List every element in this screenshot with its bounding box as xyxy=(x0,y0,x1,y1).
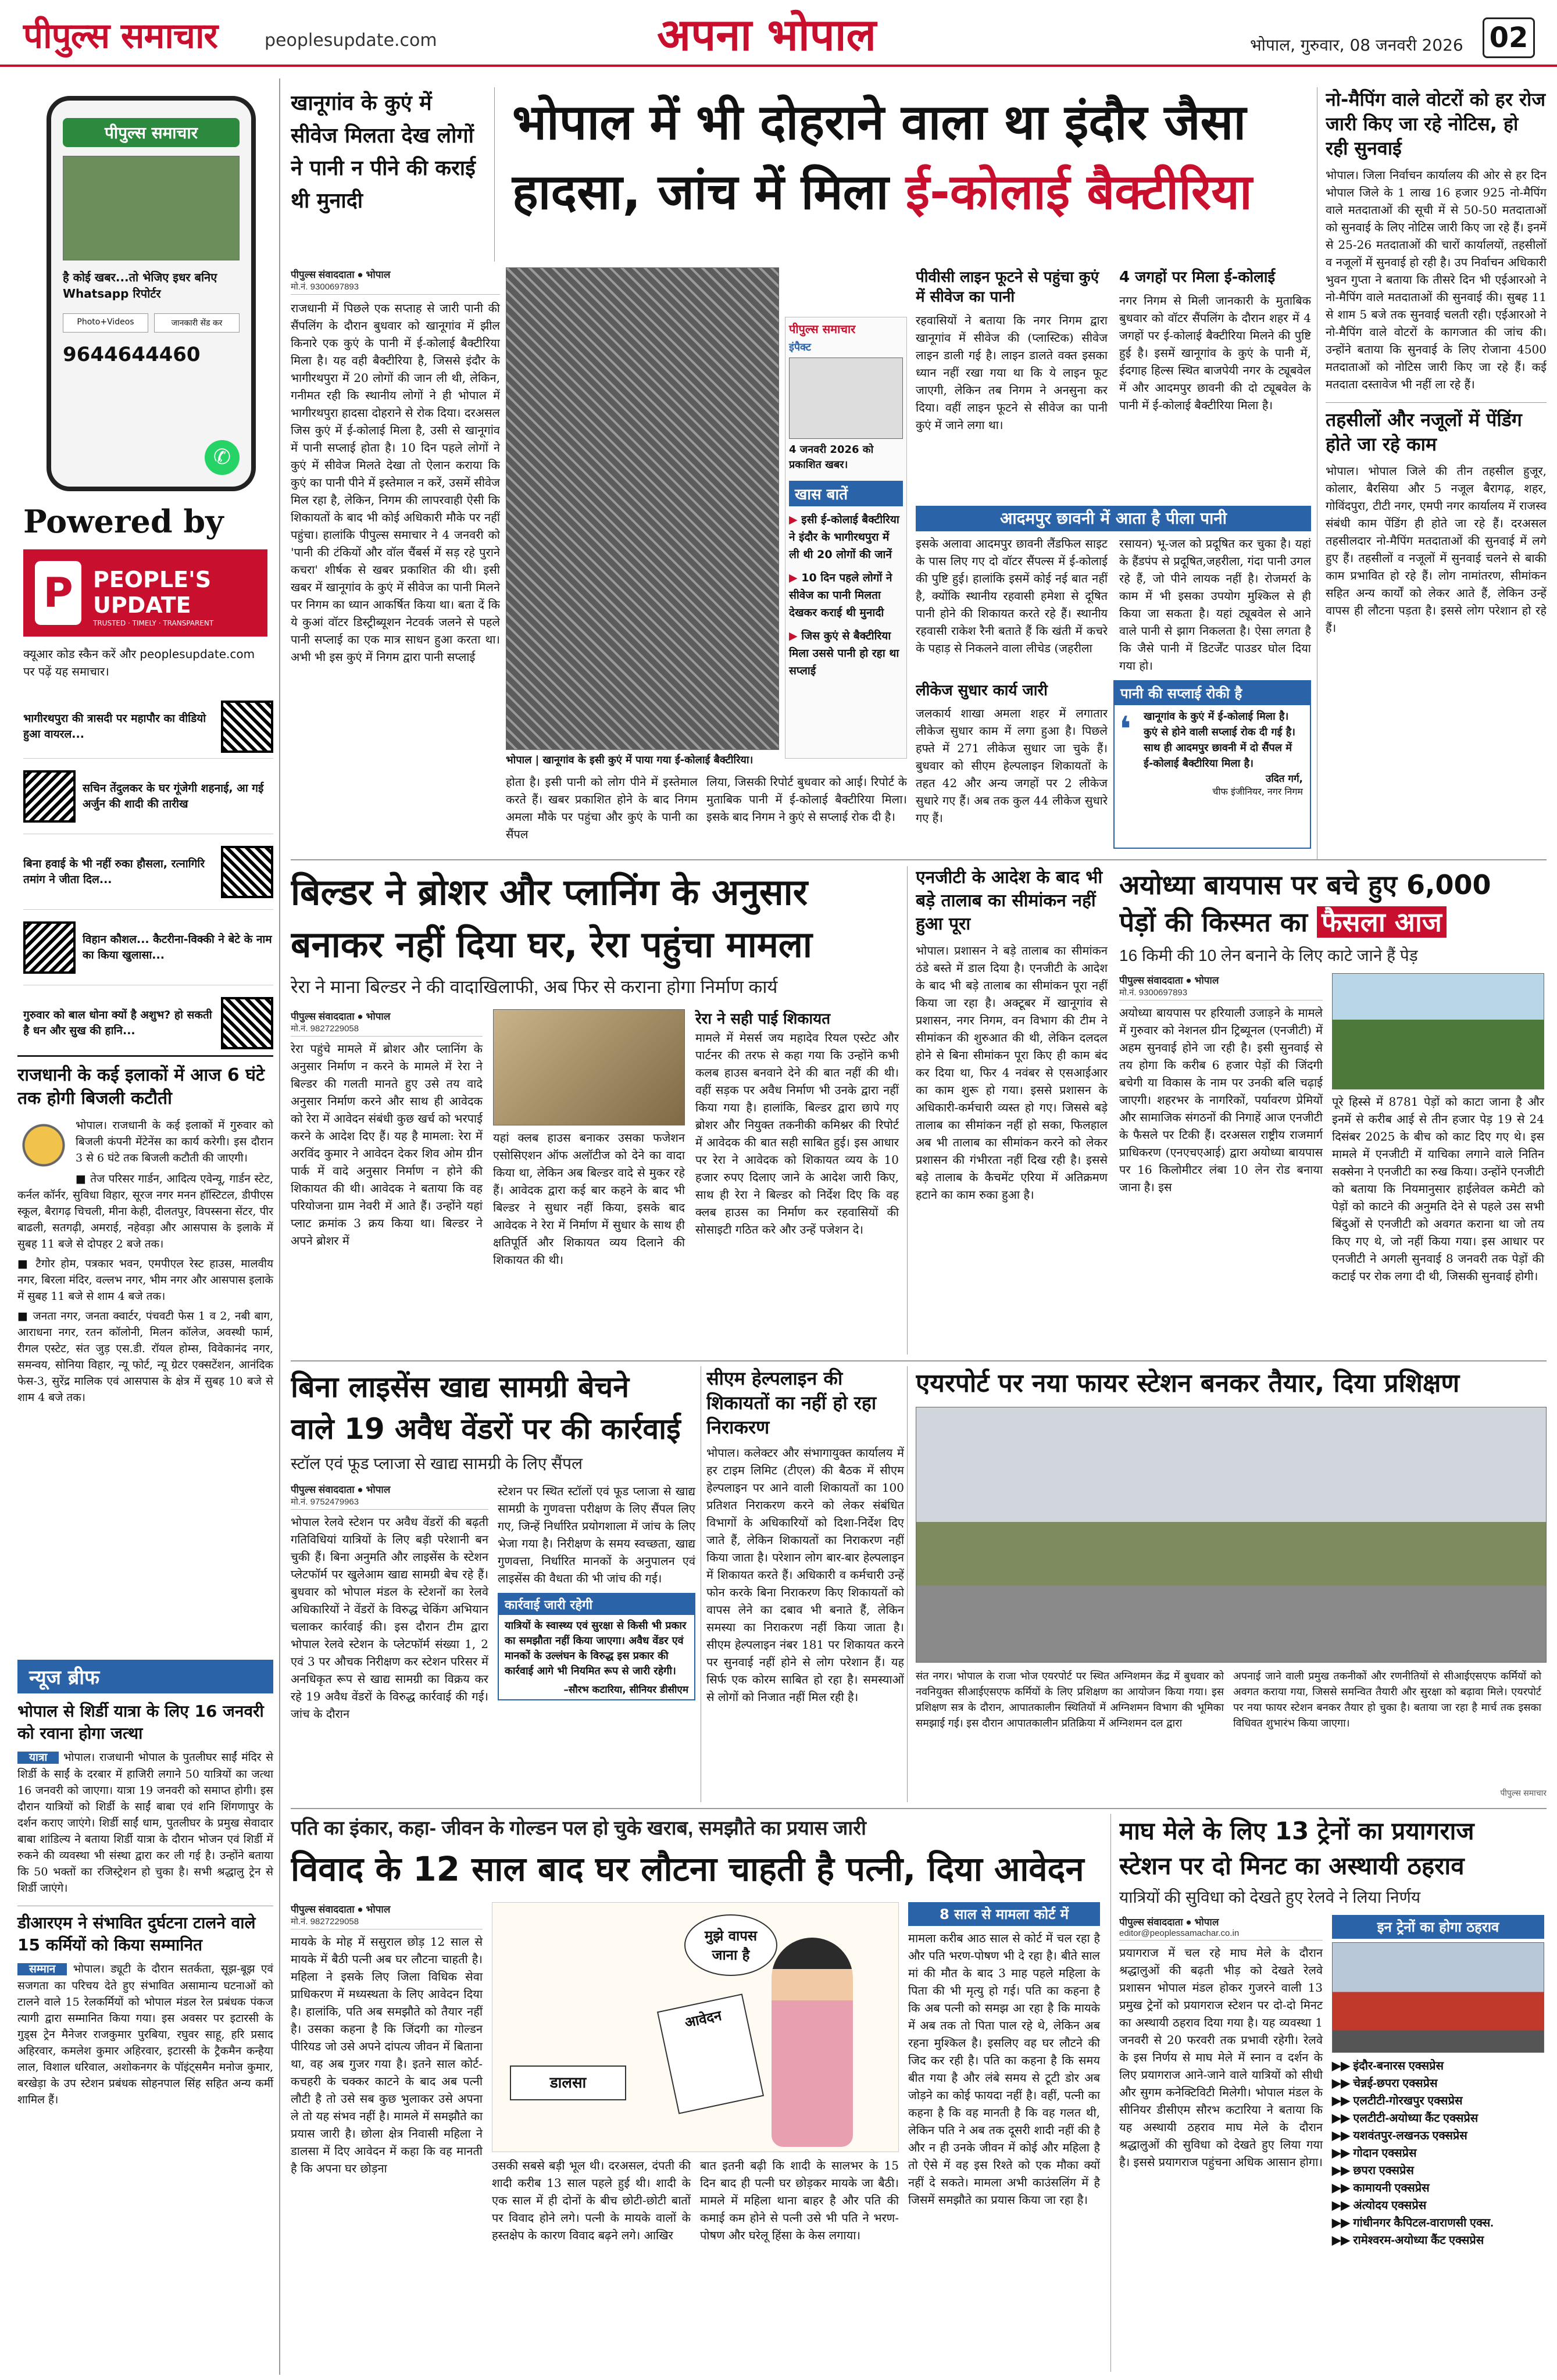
supply-stopped-box: पानी की सप्लाई रोकी है ❛ खानूगांव के कुएं में ई-कोलाई मिला है। कुएं से होने वाली सप्लाई रोक दी गई है। साथ ही आदमपुर छावनी में दो सैंपल में ई-कोलाई बैक्टीरिया मिला है। उदित गर्ग, चीफ इंजीनियर, नगर निगम xyxy=(1113,680,1311,849)
lead-headline: भोपाल में भी दोहराने वाला था इंदौर जैसा हादसा, जांच में मिला ई-कोलाई बैक्टीरिया xyxy=(494,87,1320,262)
list-item: ▶ जिस कुएं से बैक्टीरिया मिला उससे पानी हो रहा था सप्लाई xyxy=(789,630,899,677)
lead-bottom1: होता है। इसी पानी को लोग पीने में इस्तेमाल करते हैं। खबर प्रकाशित होने के बाद निगम अमला मौके पर पहुंचा और कुएं के पानी का सैंपल xyxy=(506,775,698,841)
train-box-title: इन ट्रेनों का होगा ठहराव xyxy=(1332,1915,1544,1939)
qr-code[interactable] xyxy=(23,770,76,823)
four-places-story: 4 जगहों पर मिला ई-कोलाई नगर निगम से मिली जानकारी के मुताबिक बुधवार को वॉटर सैंपलिंग के दौरान शहर में 4 जगहों पर ई-कोलाई बैक्टीरिया मिलने की पुष्टि हुई है। इसमें खानूगांव के कुएं के पानी में, ईदगाह हिल्स स्थित बाजपेयी नगर के ट्यूबवेल में और आदमपुर छावनी की दो ट्यूबवेल के पानी में ई-कोलाई बैक्टीरिया मिला है। xyxy=(1119,269,1311,412)
impact-word: इंपैक्ट xyxy=(789,341,811,353)
fire-caption-1: संत नगर। भोपाल के राजा भोज एयरपोर्ट पर स्थित अग्निशमन केंद्र में बुधवार को नवनियुक्त सीआईएसएफ कर्मियों के लिए प्रशिक्षण का आयोजन किया गया। इस प्रशिक्षण सत्र के दौरान, आपातकालीन स्थितियों में अग्निशमन विभाग की भूमिका समझाई गई। इस दौरान आपातकालीन प्रतिक्रिया में अग्निशमन दल द्वारा xyxy=(916,1670,1224,1729)
tag-yatra: यात्रा xyxy=(17,1752,59,1764)
wife-story: पति का इंकार, कहा- जीवन के गोल्डन पल हो चुके खराब, समझौते का प्रयास जारी विवाद के 12 साल बाद घर लौटना चाहती है पत्नी, दिया आवेदन पीपुल्स संवाददाता ● भोपाल मो.नं. 9827229058 मायके के मोह में ससुराल छोड़ 12 साल से मायके में बैठी पत्नी अब घर लौटना चाहती है। महिला ने इसके लिए जिला विधिक सेवा प्राधिकरण में मध्यस्थता के लिए आवेदन दिया है। हालांकि, पति अब समझौते को तैयार नहीं है। उसका कहना है कि जिंदगी का गोल्डन पीरियड जो उसे अपने दांपत्य जीवन में बिताना था, वह अब गुजर गया है। इतने साल कोर्ट-कचहरी के चक्कर काटने के बाद अब पत्नी लौटी है तो उसे सब कुछ भुलाकर उसे अपना ले तो यह संभव नहीं है। मामले में समझौते का प्रयास जारी है। छोला क्षेत्र निवासी महिला ने डालसा में दिए आवेदन में कहा कि वह मानती है कि अपना घर छोड़ना मुझे वापस जाना है आवेदन डालसा उसकी सबसे बड़ी भूल थी। दरअसल, दंपती की शादी करीब 13 साल पहले हुई थी। शादी के एक साल में ही दोनों के बीच छोटी-छोटी बातों पर विवाद होने लगे। पत्नी के मायके वालों के हस्तक्षेप के कारण विवाद बढ़ने लगे। आखिर बात इतनी बढ़ी कि शादी के सालभर के 15 दिन बाद ही पत्नी घर छोड़कर मायके जा बैठी। मामले में महिला थाना बाहर है और पति की कमाई कम होने से पत्नी उसे भी पति ने भरण-पोषण और घरेलू हिंसा के केस लगाया। 8 साल से मामला कोर्ट में मामला करीब आठ साल से कोर्ट में चल रहा है और पति भरण-पोषण भी दे रहा है। बीते साल मां की मौत के बाद 3 माह पहले महिला के पिता की भी मृत्यु हो गई। पति का कहना है कि अब पत्नी को समझ आ रहा है कि मायके में अब तक तो पिता पाल रहे थे, लेकिन अब रहना मुश्किल है। इसलिए वह घर लौटने की जिद कर रही है। पति का कहना है कि समय बीत गया है और लंबे समय से टूटी डोर अब जोड़ने का कोई फायदा नहीं है। वहीं, पत्नी का कहना है कि वह मानती है कि वह गलत थी, लेकिन पति ने अब तक दूसरी शादी नहीं की है और न ही उनके जीवन में कोई और महिला है तो ऐसे में वह इस रिश्ते को एक मौका क्यों नहीं दे सकते। मामला अभी काउंसलिंग में है जिसमें समझौते का प्रयास किया जा रहा है। xyxy=(291,1817,1100,2242)
shirdi-headline: भोपाल से शिर्डी यात्रा के लिए 16 जनवरी को रवाना होगा जत्था xyxy=(17,1702,264,1743)
list-item: ▶▶ एलटीटी-अयोध्या कैंट एक्सप्रेस xyxy=(1332,2112,1479,2125)
qr-scan-line: क्यूआर कोड स्कैन करें और peoplesupdate.com पर पढ़ें यह समाचार। xyxy=(23,647,255,678)
photo-video-button[interactable]: Photo+Videos xyxy=(63,313,148,333)
impact-box xyxy=(785,317,907,759)
tag-samman: सम्मान xyxy=(17,1963,67,1975)
dateline: भोपाल, गुरुवार, 08 जनवरी 2026 xyxy=(1250,35,1463,55)
quote-icon: ❛ xyxy=(1119,709,1131,750)
list-item: ▶▶ कामायनी एक्सप्रेस xyxy=(1332,2182,1430,2195)
fire-photo xyxy=(916,1407,1547,1663)
bulb-icon xyxy=(17,1117,70,1187)
list-item: ▶▶ अंत्योदय एक्सप्रेस xyxy=(1332,2199,1427,2212)
vendor-quote-box: कार्रवाई जारी रहेगी यात्रियों के स्वास्थ्य एवं सुरक्षा से किसी भी प्रकार का समझौता नहीं किया जाएगा। अवैध वेंडर एवं मानकों के उल्लंघन के विरुद्ध इस प्रकार की कार्रवाई आगे भी नियमित रूप से जारी रहेगी। –सौरभ कटारिया, सीनियर डीसीएम xyxy=(498,1593,695,1700)
site-url[interactable]: peoplesupdate.com xyxy=(265,30,437,51)
whatsapp-number[interactable]: 9644644460 xyxy=(63,343,201,366)
court-box-title: 8 साल से मामला कोर्ट में xyxy=(908,1902,1100,1926)
cm-helpline-story: सीएम हेल्पलाइन की शिकायतों का नहीं हो रहा निराकरण भोपाल। कलेक्टर और संभागायुक्त कार्यालय में हर टाइम लिमिट (टीएल) की बैठक में सीएम हेल्पलाइन पर आने वाली शिकायतों का 100 प्रतिशत निराकरण करने को लेकर संबंधित विभागों के अधिकारियों को दिशा-निर्देश दिए जाते हैं, लेकिन शिकायतों का निराकरण नहीं किया जाता है। परेशान लोग बार-बार हेल्पलाइन में शिकायत करते हैं। अधिकारी व कर्मचारी उन्हें फोन करके बिना निराकरण किए शिकायतों को वापस लेने का दबाव भी बनाते हैं, लेकिन समस्या का निराकरण नहीं किया जाता है। सीएम हेल्पलाइन नंबर 181 पर शिकायत करने पर सुनवाई नहीं होने से लोग परेशान हैं। यह सिर्फ एक कोरम साबित हो रहा है। समस्याओं से लोगों को निजात नहीं मिल रही है। xyxy=(706,1367,904,1704)
rera-story: बिल्डर ने ब्रोशर और प्लानिंग के अनुसार बनाकर नहीं दिया घर, रेरा पहुंचा मामला रेरा ने माना बिल्डर ने की वादाखिलाफी, अब फिर से कराना होगा निर्माण कार्य पीपुल्स संवाददाता ● भोपाल मो.नं. 9827229058 रेरा पहुंचे मामले में ब्रोशर और प्लानिंग के अनुसार निर्माण न करने के मामले में रेरा ने बिल्डर की गलती मानते हुए उसे तय वादे अनुसार निर्माण करने और साथ ही आवेदक को रेरा में आवेदन संबंधी कुछ खर्च को भरपाई करने के आदेश दिए हैं। यह है मामला: रेरा में अरविंद कुमार ने आवेदन देकर शिव ओम ग्रीन पार्क में वादे अनुसार निर्माण न होने की शिकायत की थी। आवेदक ने बताया कि वह परियोजना ग्राम नेवरी में आते हैं। उन्होंने यहां प्लाट क्रमांक 3 क्रय किया था। बिल्डर ने अपने ब्रोशर में यहां क्लब हाउस बनाकर उसका फजेशन एसोसिएशन ऑफ अलॉटीज को देने का वादा किया था, लेकिन अब बिल्डर वादे से मुकर रहे हैं। आवेदक द्वारा कई बार कहने के बाद भी बिल्डर ने सुधार नहीं किया, इसके बाद आवेदक ने रेरा में निर्माण में सुधार के साथ ही क्षतिपूर्ति और शिकायत व्यय दिलाने की शिकायत की थी। रेरा ने सही पाई शिकायत मामले में मेसर्स जय महादेव रियल एस्टेट और पार्टनर की तरफ से कहा गया कि उन्होंने कभी कलब हाउस बनवाने देने की बात नहीं की थी। वहीं सड़क पर अवैध निर्माण भी उनके द्वारा नहीं किया गया है। हालांकि, बिल्डर द्वारा छापे गए ब्रोशर और नियुक्त तकनीकी कमिश्नर की रिपोर्ट में आवेदक की बात सही साबित हुई। इस आधार पर रेरा ने आवेदक को शिकायत व्यय के 10 हजार रुपए दिलाए जाने के आदेश जारी किए, साथ ही रेरा ने बिल्डर को निर्देश दिए कि वह क्लब हाउस का निर्माण कर रहवासियों की सोसाइटी गठित करे और उन्हें पजेशन दे। xyxy=(291,871,899,1267)
trees-photo xyxy=(1332,973,1544,1089)
qr-list xyxy=(23,695,273,1061)
qr-code[interactable] xyxy=(221,997,273,1049)
adampur-col1: इसके अलावा आदमपुर छावनी लैंडफिल साइट के पास लिए गए दो वॉटर सैंपल्स में ई-कोलाई की पुष्टि हुई। हालांकि इसमें कोई नई बात नहीं है, क्योंकि स्थानीय रहवासी हमेशा से दूषित पानी होने की शिकायत करते रहे हैं। स्थानीय रहवासी राकेश रैनी बताते हैं कि खंती में कचरे के पहाड़ से निकलने वाला लीचेड (जहरीला xyxy=(916,537,1108,655)
list-item: ▶▶ गांधीनगर कैपिटल-वाराणसी एक्स. xyxy=(1332,2217,1494,2229)
list-item: ■ तेज परिसर गार्डन, आदित्य एवेन्यू, गार्डन स्टेट, कर्नल कॉर्नर, सुविधा विहार, सूरज नगर मनन हॉस्टिटल, डीपीएस स्कूल, बैरागढ़ चिचली, मीना केही, दीलतपुर, विपस्सना सेंटर, पीर बाढली, सतगढ़ी, अमराई, नहेवड़ा और आसपास के इलाके में सुबह 11 बजे से दोपहर 2 बजे तक। xyxy=(17,1173,273,1250)
adampur-col2: रसायन) भू-जल को प्रदूषित कर चुका है। यहां के हैंडपंप से प्रदूषित,जहरीला, गंदा पानी उगल रहे हैं, जो पीने लायक नहीं है। रोजमर्रा के काम में भी इसका उपयोग मुश्किल से ही किया जा सकता है। यहां ट्यूबवेल से आने वाले पानी से झाग निकलता है। ऐसा लगता है कि जैसे पानी में डिटर्जेंट पाउडर घोल दिया गया हो। xyxy=(1119,537,1311,673)
well-caption: भोपाल | खानूगांव के इसी कुएं में पाया गया ई-कोलाई बैक्टीरिया। xyxy=(506,754,753,766)
court-box-body: मामला करीब आठ साल से कोर्ट में चल रहा है और पति भरण-पोषण भी दे रहा है। बीते साल मां की मौत के बाद 3 माह पहले महिला के पिता की भी मृत्यु हो गई। पति का कहना है कि अब पत्नी को समझ आ रहा है कि मायके में अब तक तो पिता पाल रहे थे, लेकिन अब रहना मुश्किल है। इसलिए वह घर लौटने की जिद कर रही है। पति का कहना है कि समय बीत गया है और लंबे समय से टूटी डोर अब जोड़ने का कोई फायदा नहीं है। वहीं, पत्नी का कहना है कि वह मानती है कि वह गलत थी, लेकिन पति ने अब तक दूसरी शादी नहीं की है और न ही उनके जीवन में कोई और महिला है तो ऐसे में वह इस रिश्ते को एक मौका क्यों नहीं दे सकते। मामला अभी काउंसलिंग में है जिसमें समझौते का प्रयास किया जा रहा है। xyxy=(908,1931,1100,2207)
list-item: ▶ 10 दिन पहले लोगों ने सीवेज का पानी मिलता देखकर कराई थी मुनादी xyxy=(789,571,892,619)
impact-clipping xyxy=(789,358,903,439)
qr-item[interactable]: गुरुवार को बाल धोना क्यों है अशुभ? हो सकती है धन और सुख की हानि... xyxy=(23,985,273,1061)
byline: पीपुल्स संवाददाता ● भोपाल editor@peoplessamachar.co.in xyxy=(1119,1915,1323,1941)
ngt-story: एनजीटी के आदेश के बाद भी बड़े तालाब का सीमांकन नहीं हुआ पूरा भोपाल। प्रशासन ने बड़े तालाब का सीमांकन ठंडे बस्ते में डाल दिया है। एनजीटी के आदेश के बाद भी बड़े तालाब का सीमांकन पूरा नहीं किया जा रहा है। अक्टूबर में खानूगांव से प्रशासन, नगर निगम, वन विभाग की टीम ने सीमांकन की शुरुआत की थी, लेकिन दलदल होने से बिना सीमांकन पूरा किए ही काम बंद कर दिया था, फिर 4 नवंबर से एसआईआर का काम शुरू हो गया। इससे प्रशासन के अधिकारी-कर्मचारी व्यस्त हो गए। जिससे बड़े तालाब का सीमांकन नहीं हो सका, फिलहाल अब भी तालाब का सीमांकन करने को लेकर प्रशासन की गंभीरता नहीं दिख रही है। इससे बड़े तालाब के कैचमेंट एरिया में अतिक्रमण हटाने का काम रुका हुआ है। xyxy=(916,867,1108,1202)
list-item: ▶▶ एलटीटी-गोरखपुर एक्सप्रेस xyxy=(1332,2095,1463,2107)
qr-code[interactable] xyxy=(23,921,76,974)
list-item: ▶▶ गोदान एक्सप्रेस xyxy=(1332,2147,1417,2160)
list-item: ▶ इसी ई-कोलाई बैक्टीरिया ने इंदौर के भागीरथपुरा में ली थी 20 लोगों की जानें xyxy=(789,513,899,561)
impact-brand: पीपुल्स समाचार xyxy=(789,322,856,336)
list-item: ▶▶ छपरा एक्सप्रेस xyxy=(1332,2164,1414,2177)
qr-item[interactable]: विहान कौशल... कैटरीना-विक्की ने बेटे के नाम का किया खुलासा... xyxy=(23,910,273,985)
fire-station-story: एयरपोर्ट पर नया फायर स्टेशन बनकर तैयार, दिया प्रशिक्षण संत नगर। भोपाल के राजा भोज एयरपोर्ट पर स्थित अग्निशमन केंद्र में बुधवार को नवनियुक्त सीआईएसएफ कर्मियों के लिए प्रशिक्षण का आयोजन किया गया। इस प्रशिक्षण सत्र के दौरान, आपातकालीन स्थितियों में अग्निशमन विभाग की भूमिका समझाई गई। इस दौरान आपातकालीन प्रतिक्रिया में अग्निशमन दल द्वारा अपनाई जाने वाली प्रमुख तकनीकों और रणनीतियों से सीआईएसएफ कर्मियों को अवगत कराया गया, जिससे समन्वित तैयारी और सुरक्षा को बढ़ावा मिले। एयरपोर्ट पर नया फायर स्टेशन बनकर तैयार हो चुका है। बताया जा रहा है मार्च तक इसका विधिवत शुभारंभ किया जाएगा। पीपुल्स समाचार xyxy=(916,1368,1547,1798)
list-item: ▶▶ रामेश्वरम-अयोध्या कैंट एक्सप्रेस xyxy=(1332,2234,1484,2247)
byline: पीपुल्स संवाददाता ● भोपाल मो.नं. 9300697893 xyxy=(291,267,500,295)
voter-story: नो-मैपिंग वाले वोटरों को हर रोज जारी किए जा रहे नोटिस, हो रही सुनवाई भोपाल। जिला निर्वाचन कार्यालय की ओर से हर दिन भोपाल जिले के 1 लाख 16 हजार 925 नो-मैपिंग वाले मतदाताओं की सूची में से 50-50 मतदाताओं को सुनवाई के लिए नोटिस जारी किए जा रहे हैं। इनमें से 25-26 मतदाताओं की चारों कार्यालयों, तहसीलों व नजूलों में सुनवाई हो रही है। उप निर्वाचन अधिकारी भुवन गुप्ता ने बताया कि तीसरे दिन भी एईआरओ ने नो-मैपिंग वाले मतदाताओं की सुनवाई की। सुबह 11 से शाम 5 बजे तक सुनवाई चलती रही। एईआरओ ने नो-मैपिंग वाले वोटरों के कागजात की जांच की। उन्होंने बताया कि सुनवाई के लिए रोजाना 4500 मतदाताओं को नोटिस जारी किए जा रहे हैं। कई मतदाता दस्तावेज भी नहीं ला रहे हैं। तहसीलों और नजूलों में पेंडिंग होते जा रहे काम भोपाल। भोपाल जिले की तीन तहसील हुजूर, कोलार, बैरसिया और 5 नजूल बैरागढ़, शहर, गोविंदपुरा, टीटी नगर, एमपी नगर कार्यालय में राजस्व संबंधी काम पेंडिंग ही होते जा रहे हैं। दरअसल तहसीलदार नो-मैपिंग मतदाताओं की सुनवाई में लगे हुए हैं। तहसीलों व नजूलों में सुनवाई चलने से बाकी काम प्रभावित हो रहे हैं। लोग नामांतरण, सीमांकन सहित अन्य कार्यों को लेकर आते हैं, लेकिन उन्हें वापस ही लौटना पड़ता है। इससे लोग परेशान हो रहे हैं। xyxy=(1326,88,1547,635)
masthead xyxy=(0,0,1557,67)
adampur-title: आदमपुर छावनी में आता है पीला पानी xyxy=(916,506,1311,531)
application-paper: आवेदन xyxy=(657,1993,764,2114)
impact-date: 4 जनवरी 2026 को प्रकाशित खबर। xyxy=(789,444,874,471)
train-photo xyxy=(1332,1942,1544,2053)
dalsa-sign: डालसा xyxy=(510,2065,626,2100)
pvc-story: पीवीसी लाइन फूटने से पहुंचा कुएं में सीवेज का पानी रहवासियों ने बताया कि नगर निगम द्वारा खानूगांव में सीवेज की (प्लास्टिक) सीवेज लाइन डाली गई है। लाइन डालते वक्त इसका ध्यान नहीं रखा गया था कि ये लाइन फूट जाएगी, लेकिन तब निगम ने अनसुना कर दिया। वहीं लाइन फूटने से सीवेज का पानी कुएं में जाने लगा था। xyxy=(916,269,1108,432)
qr-item[interactable]: सचिन तेंदुलकर के घर गूंजेगी शहनाई, आ गई अर्जुन की शादी की तारीख xyxy=(23,759,273,834)
highlight-box: फैसला आज xyxy=(1317,906,1447,938)
list-item: ▶▶ यशवंतपुर-लखनऊ एक्सप्रेस xyxy=(1332,2129,1467,2142)
powered-by-label: Powered by xyxy=(23,503,224,540)
byline: पीपुल्स संवाददाता ● भोपाल मो.नं. 9827229058 xyxy=(291,1009,483,1037)
send-info-button[interactable]: जानकारी सेंड कर xyxy=(154,313,240,333)
news-brief-title: न्यूज ब्रीफ xyxy=(17,1660,273,1693)
khas-title: खास बातें xyxy=(789,481,903,506)
lead-bottom2: लिया, जिसकी रिपोर्ट बुधवार को आई। रिपोर्ट के मुताबिक पानी में ई-कोलाई बैक्टीरिया मिला। इसके बाद निगम ने कुएं से सप्लाई रोक दी है। xyxy=(706,775,907,824)
power-cut-areas xyxy=(17,1171,273,1406)
lead-col1: राजधानी में पिछले एक सप्ताह से जारी पानी की सैंपलिंग के दौरान बुधवार को खानूगांव में झील किनारे एक कुएं के पानी में ई-कोलाई बैक्टीरिया मिला है। यह वही बैक्टीरिया है, जिससे इंदौर के भागीरथपुरा में 20 लोगों की जान ली थी, लेकिन, गनीमत रही कि स्थानीय लोगों ने ही भोपाल में भागीरथपुरा हादसा दोहराने से रोक दिया। दरअसल जिस कुएं में ई-कोलाई मिला है, उसी से खानूगांव में पानी सप्लाई होता है। 10 दिन पहले लोगों ने कुएं में सीवेज मिलते देखा तो ऐलान कराया कि कुएं का पानी पीने में इस्तेमाल न करें, उसमें सीवेज मिल रहा है, लेकिन, निगम की लापरवाही ऐसी कि शिकायतों के बाद भी कोई अधिकारी मौके पर नहीं पहुंचा। हालांकि पीपुल्स समाचार ने 4 जनवरी को 'पानी की टंकियों और वॉल चैंबर्स में सड़ रहे पुराने कचरा' शीर्षक से खबर प्रकाशित की थी। इसी खबर में खानूगांव के कुएं में सीवेज का पानी मिलने पर निगम का ध्यान आकर्षित किया था। बता दें कि ये कुआं वॉटर डिस्ट्रीब्यूशन नेटवर्क जलने से पहले पानी सप्लाई का एक मात्र साधन हुआ करता था। अभी भी इस कुएं में निगम द्वारा पानी सप्लाई xyxy=(291,301,500,664)
headline-highlight: ई-कोलाई बैक्टीरिया xyxy=(905,163,1252,220)
train-list xyxy=(1332,2057,1544,2249)
whatsapp-ad[interactable] xyxy=(47,96,256,491)
byline: पीपुल्स संवाददाता ● भोपाल मो.नं. 9300697893 xyxy=(1119,973,1323,1000)
speech-bubble: मुझे वापस जाना है xyxy=(684,1914,777,1976)
drm-body: भोपाल। ड्यूटी के दौरान सतर्कता, सूझ-बूझ एवं सजगता का परिचय देते हुए संभावित असामान्य घटनाओं को टालने वाले 15 रेलकर्मियों को भोपाल मंडल रेल प्रबंधक पंकज त्यागी द्वारा सम्मानित किया गया। इस अवसर पर इटारसी के गुड्स ट्रेन मैनेजर राजकुमार पुरबिया, रघुवर साहू, हरि प्रसाद अहिरवार, कमलेश कुमार अहिरवार, इटारसी के ट्रैकमैन कन्हैया लाल, विशाल धरिवाल, अशोकनगर के पॉइंट्समैन मनोज कुमार, बरखेड़ा के उप स्टेशन प्रबंधक सोहनपाल सिंह सहित अन्य कर्मी शामिल हैं। xyxy=(17,1963,273,2106)
leakage-story: लीकेज सुधार कार्य जारी जलकार्य शाखा अमला शहर में लगातार लीकेज सुधार काम में लगा हुआ है। पिछले हफ्ते में 271 लीकेज सुधार जा चुके हैं। बुधवार को सीएम हेल्पलाइन शिकायतों के तहत 42 और अन्य जगहों पर 2 लीकेज सुधारे गए हैं। अब तक कुल 44 लीकेज सुधारे गए हैं। xyxy=(916,682,1108,825)
page-number: 02 xyxy=(1483,17,1535,58)
well-photo xyxy=(506,267,779,750)
power-cut-intro: भोपाल। राजधानी के कई इलाकों में गुरुवार को बिजली कंपनी मेंटेनेंस का कार्य करेगी। इस दौरान 3 से 6 घंटे तक बिजली कटौती की जाएगी। xyxy=(76,1119,273,1164)
list-item: ▶▶ इंदौर-बनारस एक्सप्रेस xyxy=(1332,2060,1444,2072)
byline: पीपुल्स संवाददाता ● भोपाल मो.नं. 9752479963 xyxy=(291,1482,488,1510)
rera-photo xyxy=(493,1009,685,1125)
byline: पीपुल्स संवाददाता ● भोपाल मो.नं. 9827229058 xyxy=(291,1902,483,1929)
paper-logo: पीपुल्स समाचार xyxy=(23,16,218,56)
whatsapp-icon: ✆ xyxy=(205,440,240,475)
khas-list xyxy=(785,506,906,684)
power-cut-headline: राजधानी के कई इलाकों में आज 6 घंटे तक होगी बिजली कटौती xyxy=(17,1065,265,1109)
woman-figure xyxy=(772,1938,853,2147)
ad-photo xyxy=(63,156,240,260)
ad-brand: पीपुल्स समाचार xyxy=(63,118,240,147)
qr-code[interactable] xyxy=(221,701,273,753)
vendor-story: बिना लाइसेंस खाद्य सामग्री बेचने वाले 19 अवैध वेंडरों पर की कार्रवाई स्टॉल एवं फूड प्लाजा से खाद्य सामग्री के लिए सैंपल पीपुल्स संवाददाता ● भोपाल मो.नं. 9752479963 भोपाल रेलवे स्टेशन पर अवैध वेंडरों की बढ़ती गतिविधियां यात्रियों के लिए बड़ी परेशानी बन चुकी हैं। बिना अनुमति और लाइसेंस के स्टेशन प्लेटफॉर्म पर खुलेआम खाद्य सामग्री बेच रहे हैं। बुधवार को भोपाल मंडल के स्टेशनों का रेलवे अधिकारियों ने वेंडरों के विरुद्ध चेकिंग अभियान चलाकर कार्रवाई की। इस दौरान टीम द्वारा भोपाल रेलवे स्टेशन के प्लेटफॉर्म संख्या 1, 2 एवं 3 पर औचक निरीक्षण कर स्टेशन परिसर में अनधिकृत रूप से खाद्य सामग्री का विक्रय कर रहे 19 अवैध वेंडरों के विरुद्ध कार्रवाई की गई। जांच के दौरान स्टेशन पर स्थित स्टॉलों एवं फूड प्लाजा से खाद्य सामग्री के गुणवत्ता परीक्षण के लिए सैंपल लिए गए, जिन्हें निर्धारित प्रयोगशाला में जांच के लिए भेजा गया है। निरीक्षण के समय स्वच्छता, खाद्य गुणवत्ता, निर्धारित मानकों के अनुपालन एवं लाइसेंस की वैधता की भी जांच की गई। कार्रवाई जारी रहेगी यात्रियों के स्वास्थ्य एवं सुरक्षा से किसी भी प्रकार का समझौता नहीं किया जाएगा। अवैध वेंडर एवं मानकों के उल्लंघन के विरुद्ध इस प्रकार की कार्रवाई आगे भी नियमित रूप से जारी रहेगी। –सौरभ कटारिया, सीनियर डीसीएम xyxy=(291,1370,695,1721)
trees-story: अयोध्या बायपास पर बचे हुए 6,000 पेड़ों की किस्मत का फैसला आज 16 किमी की 10 लेन बनाने के लिए काटे जाने हैं पेड़ पीपुल्स संवाददाता ● भोपाल मो.नं. 9300697893 अयोध्या बायपास पर हरियाली उजाड़ने के मामले में गुरुवार को नेशनल ग्रीन ट्रिब्यूनल (एनजीटी) में अहम सुनवाई होने जा रही है। इसी सुनवाई से तय होगा कि करीब 6 हजार पेड़ों की जिंदगी बचेगी या विकास के नाम पर उनकी बलि चढ़ाई जाएगी। शहरभर के नागरिकों, पर्यावरण प्रेमियों और सामाजिक संगठनों की निगाहें आज एनजीटी के फैसले पर टिकी हैं। दरअसल राष्ट्रीय राजमार्ग प्राधिकरण (एनएचएआई) द्वारा अयोध्या बायपास पर 16 किलोमीटर लंबा 10 लेन रोड बनाया जाना है। इस पूरे हिस्से में 8781 पेड़ों को काटा जाना है और इनमें से करीब आई से तीन हजार पेड़ 19 से 24 दिसंबर 2025 के बीच को काट दिए गए थे। इस मामले में एनजीटी में याचिका लगाने वाले नितिन सक्सेना ने एनजीटी का रुख किया। उन्होंने एनजीटी को बताया कि नियमानुसार हाईलेवल कमेटी को पेड़ों को काटने की अनुमति देने से पहले उस सभी बिंदुओं से एनजीटी को अवगत कराना था जो तय किए गए थे, जो नहीं किया गया। इस आधार पर एनजीटी ने अगली सुनवाई 8 जनवरी तक पेड़ों की कटाई पर रोक लगा दी थी, जिसकी सुनवाई होगी। xyxy=(1119,869,1544,1283)
qr-code[interactable] xyxy=(221,846,273,898)
train-story: माघ मेले के लिए 13 ट्रेनों का प्रयागराज स्टेशन पर दो मिनट का अस्थायी ठहराव यात्रियों की सुविधा को देखते हुए रेलवे ने लिया निर्णय पीपुल्स संवाददाता ● भोपाल editor@peoplessamachar.co.in प्रयागराज में चल रहे माघ मेले के दौरान श्रद्धालुओं की बढ़ती भीड़ को देखते रेलवे प्रशासन भोपाल मंडल होकर गुजरने वाली 13 प्रमुख ट्रेनों को प्रयागराज स्टेशन पर दो-दो मिनट का अस्थायी ठहराव दिया गया है। यह व्यवस्था 1 जनवरी से 20 फरवरी तक प्रभावी रहेगी। रेलवे के इस निर्णय से माघ मेले में स्नान व दर्शन के लिए प्रयागराज आने-जाने वाले यात्रियों को सीधी और सुगम कनेक्टिविटी मिलेगी। भोपाल मंडल के सीनियर डीसीएम सौरभ कटारिया ने बताया कि यह अस्थायी ठहराव माघ मेले के दौरान श्रद्धालुओं की सुविधा को देखते हुए लिया गया है। इससे प्रयागराज पहुंचना अधिक आसान होगा। इन ट्रेनों का होगा ठहराव ▶▶ इंदौर-बनारस एक्सप्रेस ▶▶ चेन्नई-छपरा एक्सप्रेस ▶▶ एलटीटी-गोरखपुर एक्सप्रेस ▶▶ एलटीटी-अयोध्या कैंट एक्सप्रेस ▶▶ यशवंतपुर-लखनऊ एक्सप्रेस ▶▶ गोदान एक्सप्रेस ▶▶ छपरा एक्सप्रेस ▶▶ कामायनी एक्सप्रेस ▶▶ अंत्योदय एक्सप्रेस ▶▶ गांधीनगर कैपिटल-वाराणसी एक्स. ▶▶ रामेश्वरम-अयोध्या कैंट एक्सप्रेस xyxy=(1119,1814,1547,2372)
shirdi-body: भोपाल। राजधानी भोपाल के पुतलीघर साईं मंदिर से शिर्डी के साईं के दरबार में हाजिरी लगाने 50 यात्रियों का जत्था 16 जनवरी को जाएगा। यात्रा 19 जनवरी को समाप्त होगी। इस दौरान यात्रियों को शिर्डी के साईं बाबा एवं शनि शिंगणापुर के दर्शन कराए जाएंगे। शिर्डी साईं धाम, पुतलीघर के प्रमुख सेवादार बाबा शांडिल्य ने बताया शिर्डी यात्रा के दौरान भोजन एवं शिर्डी में रुकने की व्यवस्था भी संस्था द्वारा कर ली गई है। उन्होंने बताया कि 50 भक्तों का रजिस्ट्रेशन हो चुका है। सभी श्रद्धालु ट्रेन से शिर्डी जाएंगे। xyxy=(17,1751,273,1895)
lead-body-col xyxy=(291,267,500,808)
ad-text: है कोई खबर...तो भेजिए इधर बनिए Whatsapp रिपोर्टर xyxy=(63,270,217,301)
power-cut-story xyxy=(17,1055,273,1406)
qr-item[interactable]: बिना हवाई के भी नहीं रुका हौसला, रत्नागिरि तमांग ने जीता दिल... xyxy=(23,834,273,910)
list-item: ■ जनता नगर, जनता क्वार्टर, पंचवटी फेस 1 व 2, नबी बाग, आराधना नगर, रतन कॉलोनी, मिलन कॉलेज, अवस्थी फार्म, रीगल एस्टेट, संत जुड़ एस.डी. रॉयल होम्स, विवेकानंद नगर, समन्वय, सोनिया विहार, न्यू फोर्ट, न्यू ग्रेटर एक्सटेंशन, आनंदिक फेस-3, सुरेंद्र मालिक एवं आसपास के क्षेत्र में सुबह 10 बजे से शाम 4 बजे तक। xyxy=(17,1310,273,1404)
drm-headline: डीआरएम ने संभावित दुर्घटना टालने वाले 15 कर्मियों को किया सम्मानित xyxy=(17,1906,273,1956)
news-brief xyxy=(17,1660,273,2108)
lead-side-headline: खानूगांव के कुएं में सीवेज मिलता देख लोगों ने पानी न पीने की कराई थी मुनादी xyxy=(291,91,476,213)
list-item: ▶▶ चेन्नई-छपरा एक्सप्रेस xyxy=(1332,2077,1438,2090)
peoples-update-logo: P PEOPLE'S UPDATE TRUSTED · TIMELY · TRANSPARENT xyxy=(23,549,267,637)
qr-item[interactable]: भागीरथपुरा की त्रासदी पर महापौर का वीडियो हुआ वायरल... xyxy=(23,695,273,759)
section-title: अपना भोपाल xyxy=(657,9,877,60)
fire-caption-2: अपनाई जाने वाली प्रमुख तकनीकों और रणनीतियों से सीआईएसएफ कर्मियों को अवगत कराया गया, जिससे समन्वित तैयारी और सुरक्षा को बढ़ावा मिले। एयरपोर्ट पर नया फायर स्टेशन बनकर तैयार हो चुका है। बताया जा रहा है मार्च तक इसका विधिवत शुभारंभ किया जाएगा। xyxy=(1233,1670,1541,1729)
list-item: ■ टैगोर होम, पत्रकार भवन, एमपीएल रेस्ट हाउस, मालवीय नगर, बिरला मंदिर, वल्लभ नगर, भीम नगर और आसपास इलाके में सुबह 11 बजे से शाम 4 बजे तक। xyxy=(17,1257,273,1303)
photo-credit: पीपुल्स समाचार xyxy=(1500,1789,1547,1798)
left-column xyxy=(12,78,276,2375)
wife-cartoon xyxy=(492,1902,899,2152)
